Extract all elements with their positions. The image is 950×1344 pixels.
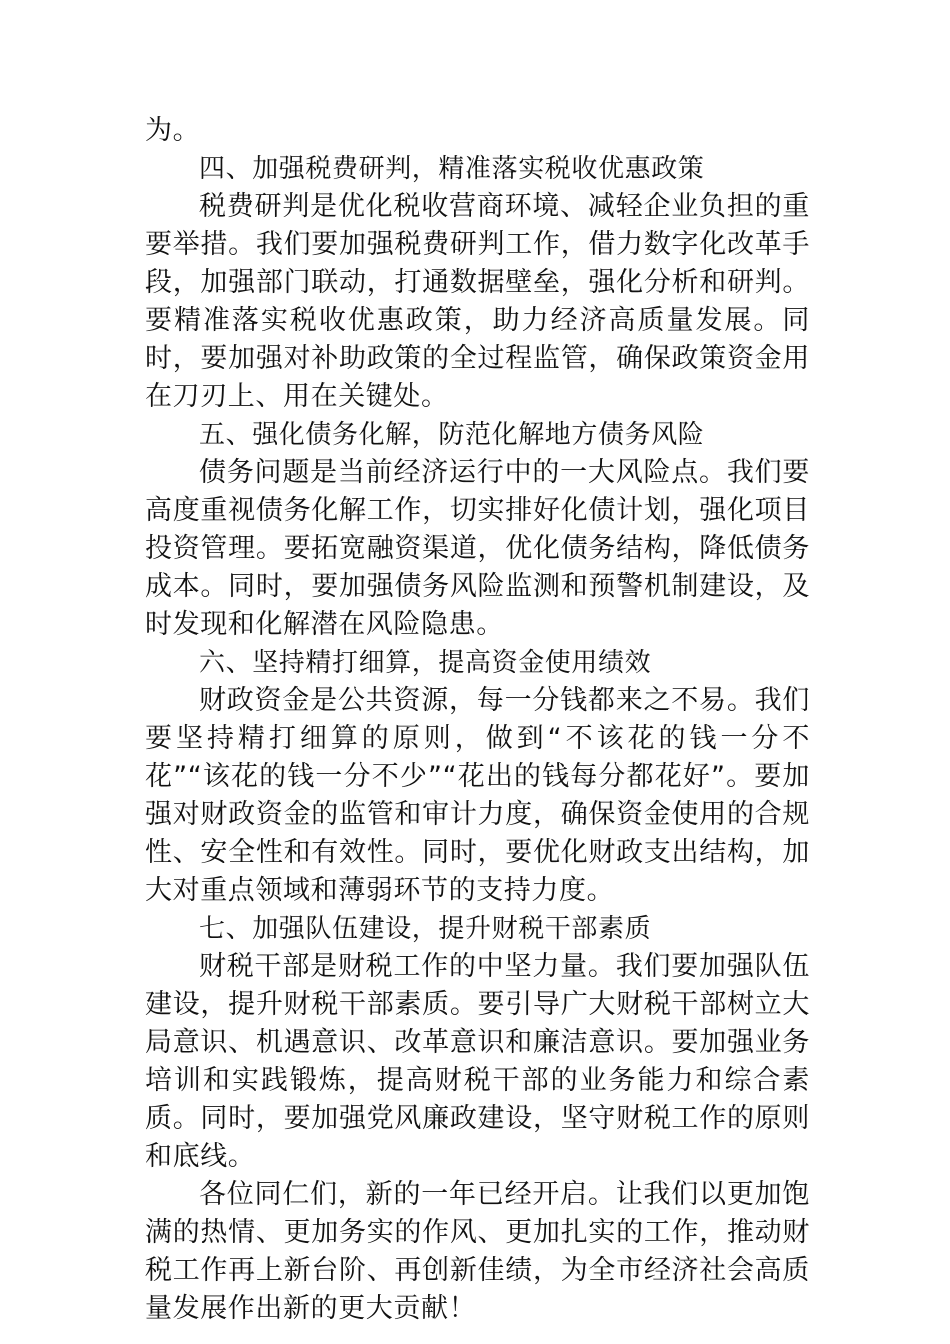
- paragraph-closing: 各位同仁们，新的一年已经开启。让我们以更加饱满的热情、更加务实的作风、更加扎实的工作，推动财税工作再上新台阶、再创新佳绩，为全市经济社会高质量发展作出新的更大贡献！: [145, 1179, 810, 1324]
- section-heading-7: 七、加强队伍建设，提升财税干部素质: [199, 914, 652, 944]
- paragraph-tax-research: 税费研判是优化税收营商环境、减轻企业负担的重要举措。我们要加强税费研判工作，借力数字化改革手段，加强部门联动，打通数据壁垒，强化分析和研判。要精准落实税收优惠政策，助力经济高质量发展。同时，要加强对补助政策的全过程监管，确保政策资金用在刀刃上、用在关键处。: [145, 191, 810, 412]
- section-heading-6: 六、坚持精打细算，提高资金使用绩效: [199, 648, 652, 678]
- paragraph-debt-resolution: 债务问题是当前经济运行中的一大风险点。我们要高度重视债务化解工作，切实排好化债计划，强化项目投资管理。要拓宽融资渠道，优化债务结构，降低债务成本。同时，要加强债务风险监测和预警机制建设，及时发现和化解潜在风险隐患。: [145, 457, 810, 640]
- paragraph-staff-building: 财税干部是财税工作的中坚力量。我们要加强队伍建设，提升财税干部素质。要引导广大财税干部树立大局意识、机遇意识、改革意识和廉洁意识。要加强业务培训和实践锻炼，提高财税干部的业务能力和综合素质。同时，要加强党风廉政建设，坚守财税工作的原则和底线。: [145, 951, 810, 1172]
- paragraph-continuation: 为。: [145, 115, 201, 146]
- paragraph-fund-efficiency: 财政资金是公共资源，每一分钱都来之不易。我们要坚持精打细算的原则，做到“不该花的钱一分不花”“该花的钱一分不少”“花出的钱每分都花好”。要加强对财政资金的监管和审计力度，确保资金使用的合规性、安全性和有效性。同时，要优化财政支出结构，加大对重点领域和薄弱环节的支持力度。: [145, 685, 810, 906]
- section-heading-5: 五、强化债务化解，防范化解地方债务风险: [199, 420, 705, 450]
- section-heading-4: 四、加强税费研判，精准落实税收优惠政策: [199, 154, 705, 184]
- document-body: [145, 112, 810, 1328]
